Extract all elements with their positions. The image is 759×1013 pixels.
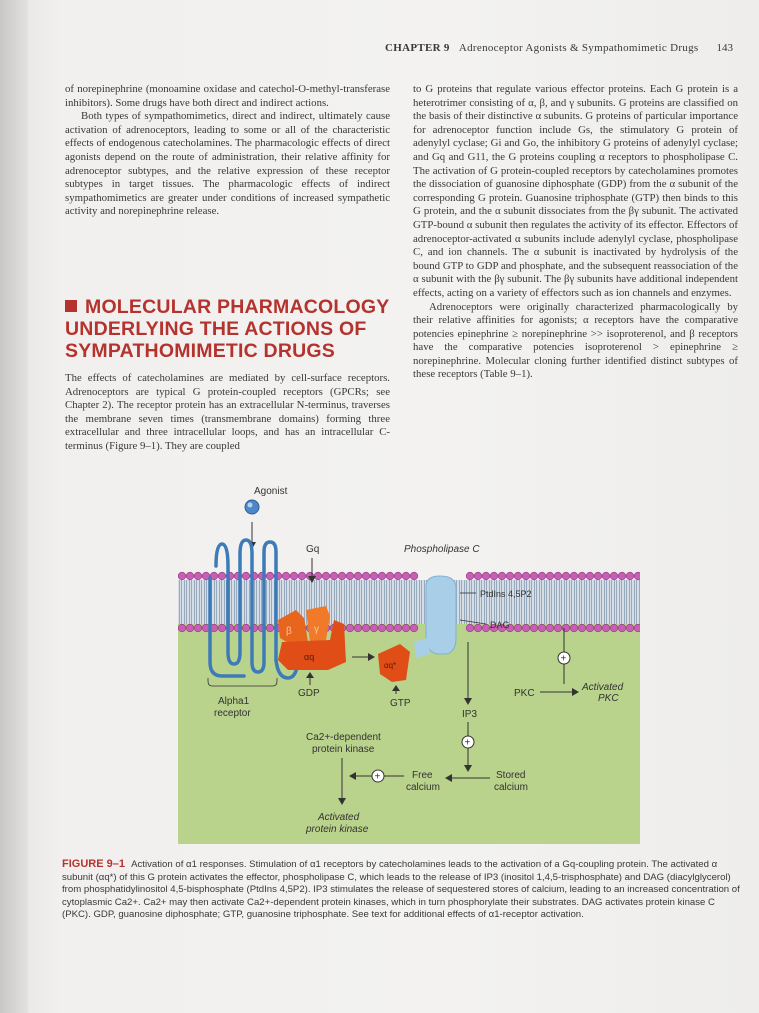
lipid-head [562, 572, 570, 580]
lipid-head [370, 572, 378, 580]
lipid-head [634, 572, 640, 580]
paragraph: of norepinephrine (monoamine oxidase and catechol-O-methyl-transferase inhibitors). Some drugs have both direct and indirect actions. [65, 83, 390, 109]
lipid-head [194, 572, 202, 580]
figure-caption [62, 858, 740, 922]
caption-text: Activation of α1 responses. Stimulation of α1 receptors by catecholamines leads to the activation of a Gq-coupling protein. The activated α subunit (αq*) of this G protein activates the effector, phospholipase C, which leads to the release of IP3 (inositol 1,4,5-trisphosphate) and DAG (diacylglycerol) from phosphatidylinositol 4,5-bisphosphate (PtdIns 4,5P2). IP3 stimulates the release of sequestered stores of calcium, leading to an increased concentration of cytoplasmic Ca2+. Ca2+ may then activate Ca2+-dependent protein kinases, which in turn phosphorylate their substrates. DAG activates protein kinase C (PKC). GDP, guanosine diphosphate; GTP, guanosine triphosphate. See text for additional effects of α1-receptor activation. [62, 859, 740, 921]
beta-subunit-label: β [286, 626, 292, 637]
chapter-title: Adrenoceptor Agonists & Sympathomimetic Drugs [458, 42, 699, 54]
lipid-head [266, 572, 274, 580]
lipid-head [466, 572, 474, 580]
lipid-head [538, 624, 546, 632]
lipid-head [218, 624, 226, 632]
plus-sign: + [560, 653, 567, 665]
running-head [385, 42, 733, 54]
lipid-head [354, 572, 362, 580]
lipid-head [298, 572, 306, 580]
lipid-head [186, 624, 194, 632]
paragraph: Adrenoceptors were originally characterized pharmacologically by their relative affinities for agonists; α receptors have the comparative potencies epinephrine ≥ norepinephrine >> isoproterenol, and β receptors have the comparative potencies isoproterenol > epinephrine ≥ norepinephrine. Molecular cloning further identified distinct subtypes of these receptors (Table 9–1). [413, 300, 738, 381]
lipid-head [474, 624, 482, 632]
lipid-head [594, 572, 602, 580]
lipid-head [394, 572, 402, 580]
free-calcium-label-2: calcium [406, 782, 440, 793]
lipid-head [546, 572, 554, 580]
receptor-label: receptor [214, 708, 251, 719]
gamma-subunit-label: γ [314, 624, 319, 635]
figure-label: FIGURE 9–1 [62, 858, 125, 870]
figure-diagram [178, 482, 640, 844]
paragraph: Both types of sympathomimetics, direct and indirect, ultimately cause activation of adrenoceptors, leading to some or all of the characteristic effects of endogenous catecholamines. The pharmacologic effects of direct agonists depend on the route of administration, their relative affinity for adrenoceptor subtypes, and the relative expression of these receptor subtypes in target tissues. The pharmacologic effects of indirect sympathomimetics are greater under conditions of increased sympathetic activity and norepinephrine release. [65, 110, 390, 218]
lipid-head [522, 572, 530, 580]
lipid-head [354, 624, 362, 632]
lipid-head [554, 572, 562, 580]
dag-label: DAG [490, 620, 510, 630]
lipid-head [570, 624, 578, 632]
lipid-head [530, 572, 538, 580]
plus-sign: + [464, 737, 471, 749]
lipid-head [554, 624, 562, 632]
lipid-head [370, 624, 378, 632]
lipid-head [378, 572, 386, 580]
gtp-label: GTP [390, 698, 411, 709]
lipid-head [490, 572, 498, 580]
lipid-head [402, 572, 410, 580]
lipid-head [410, 572, 418, 580]
lipid-head [586, 572, 594, 580]
left-column-bottom [65, 372, 390, 454]
chapter-number: CHAPTER 9 [385, 42, 450, 54]
lipid-head [594, 624, 602, 632]
lipid-head [538, 572, 546, 580]
lipid-head [186, 572, 194, 580]
lipid-head [466, 624, 474, 632]
lipid-head [394, 624, 402, 632]
lipid-head [618, 624, 626, 632]
stored-calcium-label-2: calcium [494, 782, 528, 793]
lipid-head [634, 624, 640, 632]
heading-square-bullet [65, 300, 77, 312]
lipid-head [346, 624, 354, 632]
lipid-head [242, 572, 250, 580]
phospholipase-c-protein [426, 576, 456, 654]
lipid-head [178, 572, 186, 580]
membrane-lipid-tails [178, 580, 640, 624]
stored-calcium-label: Stored [496, 770, 526, 781]
lipid-head [602, 624, 610, 632]
ca-kinase-label-2: protein kinase [312, 744, 375, 755]
pkc-label: PKC [514, 688, 535, 699]
lipid-head [194, 624, 202, 632]
plus-sign: + [374, 771, 381, 783]
lipid-head [378, 624, 386, 632]
activated-pkc-label-2: PKC [598, 693, 619, 704]
section-heading: MOLECULAR PHARMACOLOGY UNDERLYING THE ACTIONS OF SYMPATHOMIMETIC DRUGS [65, 296, 390, 362]
lipid-head [410, 624, 418, 632]
lipid-head [386, 572, 394, 580]
lipid-head [626, 572, 634, 580]
activated-kinase-label: Activated [318, 812, 360, 823]
lipid-head [498, 572, 506, 580]
lipid-head [330, 572, 338, 580]
lipid-head [322, 572, 330, 580]
gq-label: Gq [306, 544, 320, 555]
free-calcium-label: Free [412, 770, 433, 781]
lipid-head [506, 572, 514, 580]
cytoplasm-region [178, 612, 640, 844]
activated-pkc-label: Activated [582, 682, 624, 693]
paragraph: to G proteins that regulate various effector proteins. Each G protein is a heterotrimer consisting of α, β, and γ subunits. G proteins are classified on the basis of their distinctive α subunits. G proteins of particular importance for adrenoceptor function include Gs, the stimulatory G protein of adenylyl cyclase; Gi and Go, the inhibitory G proteins of adenylyl cyclase; and Gq and G11, the G proteins coupling α receptors to phospholipase C. The activation of G protein-coupled receptors by catecholamines promotes the dissociation of guanosine diphosphate (GDP) from the α subunit of the corresponding G protein. Guanosine triphosphate (GTP) then binds to this G protein, and the α subunit dissociates from the βγ subunit. The activated GTP-bound α subunit then regulates the activity of its effector. Effectors of adrenoceptor-activated α subunits include adenylyl cyclase, phospholipase C, and ion channels. The α subunit is inactivated by hydrolysis of the bound GTP to GDP and phosphate, and the subsequent reassociation of the α subunit with the βγ subunit. The βγ subunits have additional independent effects, acting on a variety of effectors such as ion channels and enzymes. [413, 83, 738, 299]
ip3-label: IP3 [462, 709, 478, 720]
lipid-head [362, 624, 370, 632]
lipid-head [602, 572, 610, 580]
lipid-head [178, 624, 186, 632]
lipid-head [266, 624, 274, 632]
gdp-label: GDP [298, 688, 320, 699]
lipid-head [474, 572, 482, 580]
lipid-head [514, 624, 522, 632]
alpha-q-star-label: αq* [384, 661, 397, 670]
lipid-head [626, 624, 634, 632]
lipid-head [282, 572, 290, 580]
lipid-head [386, 624, 394, 632]
ptdins-label: PtdIns 4,5P2 [480, 589, 532, 599]
lipid-head [346, 572, 354, 580]
ca-kinase-label: Ca2+-dependent [306, 732, 381, 743]
lipid-head [618, 572, 626, 580]
lipid-head [578, 572, 586, 580]
alpha-q-label: αq [304, 652, 315, 662]
figure-9-1 [178, 482, 640, 844]
lipid-head [578, 624, 586, 632]
lipid-head [546, 624, 554, 632]
activated-kinase-label-2: protein kinase [306, 824, 369, 835]
right-column [413, 83, 738, 382]
lipid-head [290, 572, 298, 580]
lipid-head [610, 572, 618, 580]
lipid-head [242, 624, 250, 632]
paragraph: The effects of catecholamines are mediated by cell-surface receptors. Adrenoceptors are typical G protein-coupled receptors (GPCRs; see Chapter 2). The receptor protein has an extracellular N-terminus, traverses the membrane seven times (transmembrane domains) forming three extracellular and three intracellular loops, and has an intracellular C-terminus (Figure 9–1). They are coupled [65, 372, 390, 452]
lipid-head [338, 572, 346, 580]
lipid-head [522, 624, 530, 632]
book-spine-shadow [0, 0, 28, 1013]
alpha1-receptor-label: Alpha1 [218, 696, 250, 707]
phospholipase-c-label: Phospholipase C [404, 544, 480, 555]
lipid-heads-outer [178, 572, 640, 580]
lipid-head [586, 624, 594, 632]
lipid-head [482, 624, 490, 632]
agonist-molecule-icon [245, 500, 259, 514]
lipid-head [362, 572, 370, 580]
lipid-head [482, 572, 490, 580]
agonist-label: Agonist [254, 486, 288, 497]
page-number: 143 [716, 42, 733, 54]
lipid-head [562, 624, 570, 632]
lipid-head [610, 624, 618, 632]
left-column-top [65, 83, 390, 219]
lipid-head [530, 624, 538, 632]
lipid-head [218, 572, 226, 580]
lipid-head [402, 624, 410, 632]
lipid-head [570, 572, 578, 580]
lipid-head [514, 572, 522, 580]
